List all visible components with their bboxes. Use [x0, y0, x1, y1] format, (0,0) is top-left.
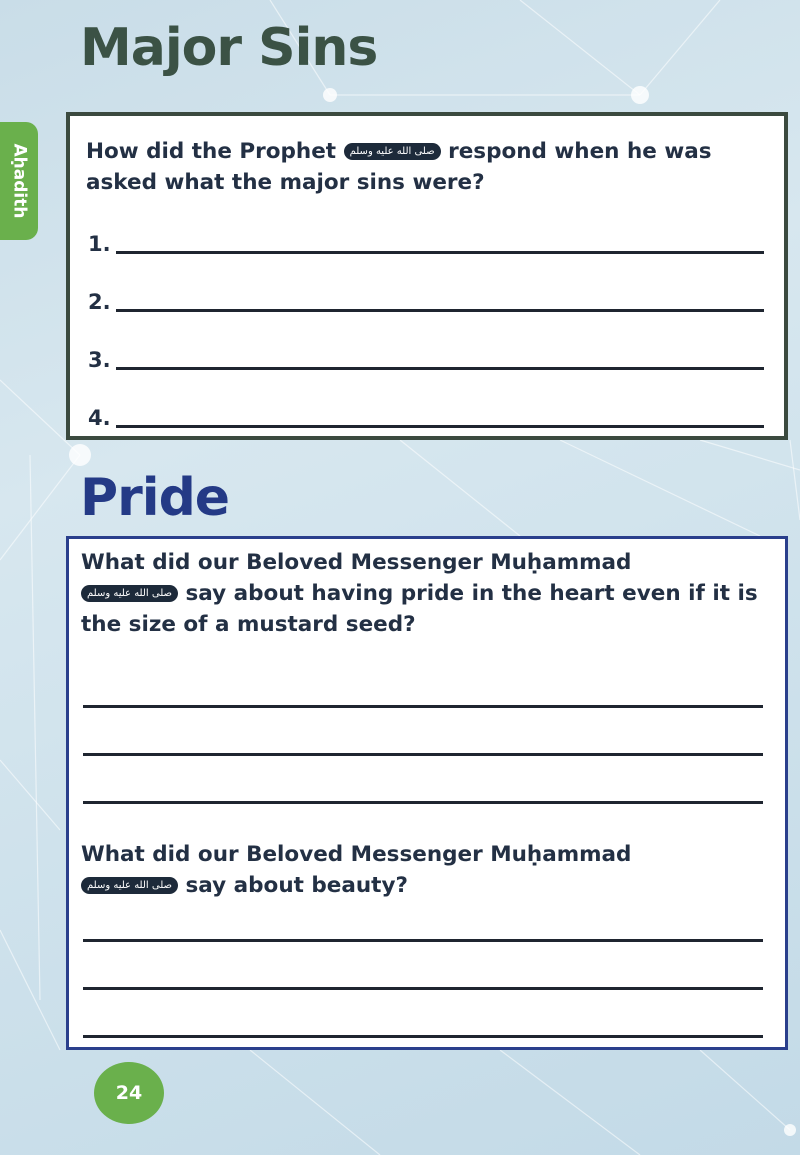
pride-question-2	[81, 839, 773, 901]
question-text-rest: say about having pride in the heart even if it is the size of a mustard seed?	[81, 581, 758, 637]
pride-answer-line-2[interactable]	[83, 753, 763, 756]
writing-line	[116, 251, 764, 254]
pride-answer-line-3[interactable]	[83, 801, 763, 804]
side-tab	[0, 122, 38, 240]
page-number: 24	[94, 1062, 164, 1124]
section-title-pride: Pride	[80, 468, 230, 528]
honorific-badge: صلى الله عليه وسلم	[81, 877, 178, 894]
question-text-rest: say about beauty?	[185, 873, 408, 898]
section-title-major-sins: Major Sins	[80, 18, 378, 78]
question-text-line1: What did our Beloved Messenger Muḥammad	[81, 842, 632, 867]
major-sins-box	[66, 112, 788, 440]
answer-number: 3.	[88, 348, 111, 372]
question-text-before: How did the Prophet	[86, 139, 337, 164]
pride-box	[66, 536, 788, 1050]
beauty-answer-line-2[interactable]	[83, 987, 763, 990]
honorific-badge: صلى الله عليه وسلم	[344, 143, 441, 160]
question-text-after: respond when he was asked what the major sins were?	[86, 139, 712, 195]
honorific-badge: صلى الله عليه وسلم	[81, 585, 178, 602]
answer-line-2[interactable]	[88, 282, 764, 314]
answer-line-1[interactable]	[88, 224, 764, 256]
answer-number: 4.	[88, 406, 111, 430]
answer-number: 1.	[88, 232, 111, 256]
writing-line	[116, 425, 764, 428]
side-tab-label: Aḥadith	[9, 143, 29, 219]
answer-line-3[interactable]	[88, 340, 764, 372]
writing-line	[116, 309, 764, 312]
pride-question-1	[81, 547, 773, 640]
answer-line-4[interactable]	[88, 398, 764, 430]
question-text-line1: What did our Beloved Messenger Muḥammad	[81, 550, 632, 575]
pride-answer-line-1[interactable]	[83, 705, 763, 708]
beauty-answer-line-1[interactable]	[83, 939, 763, 942]
writing-line	[116, 367, 764, 370]
answer-number: 2.	[88, 290, 111, 314]
beauty-answer-line-3[interactable]	[83, 1035, 763, 1038]
major-sins-question	[86, 136, 776, 198]
